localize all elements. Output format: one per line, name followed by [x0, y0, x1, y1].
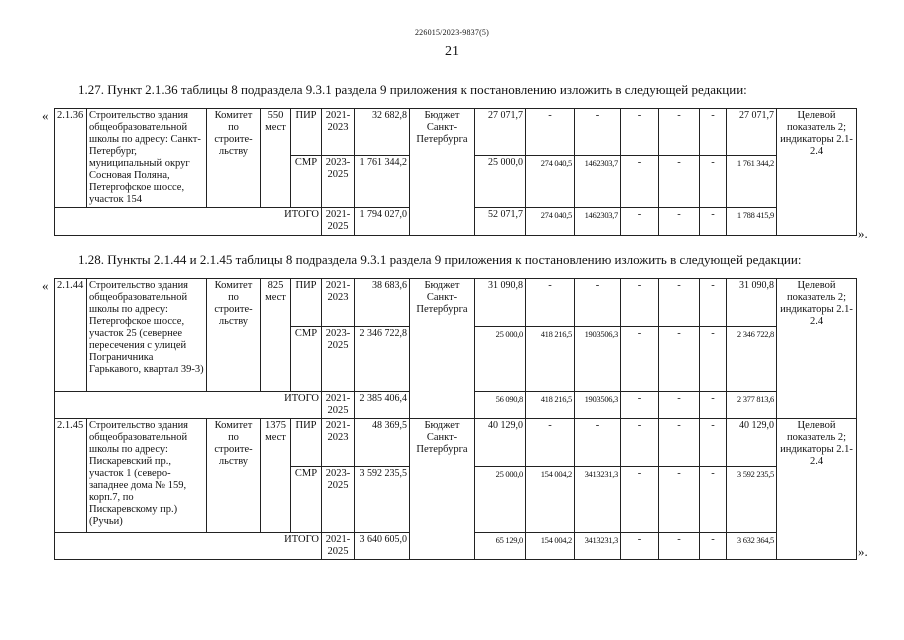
value-6: -: [700, 109, 727, 156]
itogo-label: ИТОГО: [55, 533, 322, 560]
value-1: 31 090,8: [475, 279, 526, 327]
period: 2021-2025: [322, 392, 355, 419]
funding-source: Бюджет Санкт-Петербурга: [410, 279, 475, 419]
value-6: -: [700, 392, 727, 419]
stage: ПИР: [291, 279, 322, 327]
value-4: -: [621, 467, 659, 533]
row-id: 2.1.44: [55, 279, 87, 392]
value-3: 3413231,3: [575, 467, 621, 533]
sum: 2 377 813,6: [727, 392, 777, 419]
close-quote-1: ».: [858, 226, 868, 241]
value-5: -: [659, 109, 700, 156]
period: 2023-2025: [322, 467, 355, 533]
value-1: 27 071,7: [475, 109, 526, 156]
customer: Комитет по строите-льству: [207, 109, 261, 208]
open-quote-2: «: [42, 278, 49, 293]
object-name: Строительство здания общеобразовательной школы по адресу: Санкт-Петербург, муниципальный округ Сосновая Поляна, Петергофское шоссе, участок 154: [87, 109, 207, 208]
stage: СМР: [291, 156, 322, 208]
stage: ПИР: [291, 109, 322, 156]
value-5: -: [659, 156, 700, 208]
value-4: -: [621, 279, 659, 327]
customer: Комитет по строите-льству: [207, 279, 261, 392]
indicator: Целевой показатель 2; индикаторы 2.1-2.4: [777, 419, 857, 560]
value-6: -: [700, 467, 727, 533]
value-4: -: [621, 392, 659, 419]
value-2: 154 004,2: [526, 467, 575, 533]
total-cost: 3 592 235,5: [355, 467, 410, 533]
funding-source: Бюджет Санкт-Петербурга: [410, 419, 475, 560]
value-4: -: [621, 109, 659, 156]
value-4: -: [621, 419, 659, 467]
value-3: -: [575, 109, 621, 156]
value-3: -: [575, 279, 621, 327]
value-4: -: [621, 156, 659, 208]
open-quote-1: «: [42, 108, 49, 123]
period: 2021-2023: [322, 279, 355, 327]
sum: 1 761 344,2: [727, 156, 777, 208]
value-4: -: [621, 327, 659, 392]
row-id: 2.1.36: [55, 109, 87, 208]
value-2: 418 216,5: [526, 392, 575, 419]
value-4: -: [621, 208, 659, 236]
period: 2021-2023: [322, 419, 355, 467]
value-4: -: [621, 533, 659, 560]
value-6: -: [700, 279, 727, 327]
value-3: 1462303,7: [575, 156, 621, 208]
indicator: Целевой показатель 2; индикаторы 2.1-2.4: [777, 109, 857, 236]
value-2: -: [526, 279, 575, 327]
value-5: -: [659, 327, 700, 392]
table-2-1-44-45: [54, 278, 857, 560]
sum: 31 090,8: [727, 279, 777, 327]
row-id: 2.1.45: [55, 419, 87, 533]
close-quote-2: ».: [858, 544, 868, 559]
total-cost: 38 683,6: [355, 279, 410, 327]
value-2: 418 216,5: [526, 327, 575, 392]
value-6: -: [700, 419, 727, 467]
stage: СМР: [291, 327, 322, 392]
value-1: 52 071,7: [475, 208, 526, 236]
value-5: -: [659, 279, 700, 327]
value-1: 25 000,0: [475, 467, 526, 533]
itogo-label: ИТОГО: [55, 208, 322, 236]
paragraph-1-28: 1.28. Пункты 2.1.44 и 2.1.45 таблицы 8 подраздела 9.3.1 раздела 9 приложения к постановлению изложить в следующей редакции:: [78, 252, 802, 267]
value-2: 154 004,2: [526, 533, 575, 560]
total-cost: 48 369,5: [355, 419, 410, 467]
total-cost: 1 794 027,0: [355, 208, 410, 236]
capacity: 1375 мест: [261, 419, 291, 533]
total-cost: 3 640 605,0: [355, 533, 410, 560]
customer: Комитет по строите-льству: [207, 419, 261, 533]
value-3: 3413231,3: [575, 533, 621, 560]
total-cost: 2 385 406,4: [355, 392, 410, 419]
total-cost: 32 682,8: [355, 109, 410, 156]
value-5: -: [659, 533, 700, 560]
value-2: 274 040,5: [526, 156, 575, 208]
capacity: 550 мест: [261, 109, 291, 208]
value-2: -: [526, 419, 575, 467]
value-3: 1462303,7: [575, 208, 621, 236]
capacity: 825 мест: [261, 279, 291, 392]
sum: 3 592 235,5: [727, 467, 777, 533]
sum: 3 632 364,5: [727, 533, 777, 560]
period: 2021-2025: [322, 208, 355, 236]
value-6: -: [700, 533, 727, 560]
value-1: 25 000,0: [475, 327, 526, 392]
page-number: 21: [445, 44, 459, 59]
value-5: -: [659, 392, 700, 419]
sum: 2 346 722,8: [727, 327, 777, 392]
sum: 1 788 415,9: [727, 208, 777, 236]
stage: ПИР: [291, 419, 322, 467]
value-1: 65 129,0: [475, 533, 526, 560]
total-cost: 2 346 722,8: [355, 327, 410, 392]
period: 2023-2025: [322, 327, 355, 392]
value-6: -: [700, 327, 727, 392]
value-2: -: [526, 109, 575, 156]
value-3: 1903506,3: [575, 392, 621, 419]
value-6: -: [700, 156, 727, 208]
total-cost: 1 761 344,2: [355, 156, 410, 208]
sum: 40 129,0: [727, 419, 777, 467]
value-5: -: [659, 208, 700, 236]
value-1: 56 090,8: [475, 392, 526, 419]
object-name: Строительство здания общеобразовательной школы по адресу: Пискаревский пр., участок 1 (северо-западнее дома № 159, корп.7, по Пискаревскому пр.) (Ручьи): [87, 419, 207, 533]
sum: 27 071,7: [727, 109, 777, 156]
itogo-label: ИТОГО: [55, 392, 322, 419]
value-3: 1903506,3: [575, 327, 621, 392]
period: 2021-2025: [322, 533, 355, 560]
value-6: -: [700, 208, 727, 236]
funding-source: Бюджет Санкт-Петербурга: [410, 109, 475, 236]
object-name: Строительство здания общеобразовательной школы по адресу: Петергофское шоссе, участок 25 (севернее пересечения с улицей Пограничника Гарькавого, квартал 39-3): [87, 279, 207, 392]
period: 2021-2023: [322, 109, 355, 156]
document-number: 226015/2023-9837(5): [414, 28, 489, 37]
indicator: Целевой показатель 2; индикаторы 2.1-2.4: [777, 279, 857, 419]
value-5: -: [659, 467, 700, 533]
paragraph-1-27: 1.27. Пункт 2.1.36 таблицы 8 подраздела 9.3.1 раздела 9 приложения к постановлению изложить в следующей редакции:: [78, 82, 747, 97]
value-1: 25 000,0: [475, 156, 526, 208]
table-2-1-36: [54, 108, 857, 236]
value-5: -: [659, 419, 700, 467]
value-2: 274 040,5: [526, 208, 575, 236]
period: 2023-2025: [322, 156, 355, 208]
stage: СМР: [291, 467, 322, 533]
value-1: 40 129,0: [475, 419, 526, 467]
value-3: -: [575, 419, 621, 467]
